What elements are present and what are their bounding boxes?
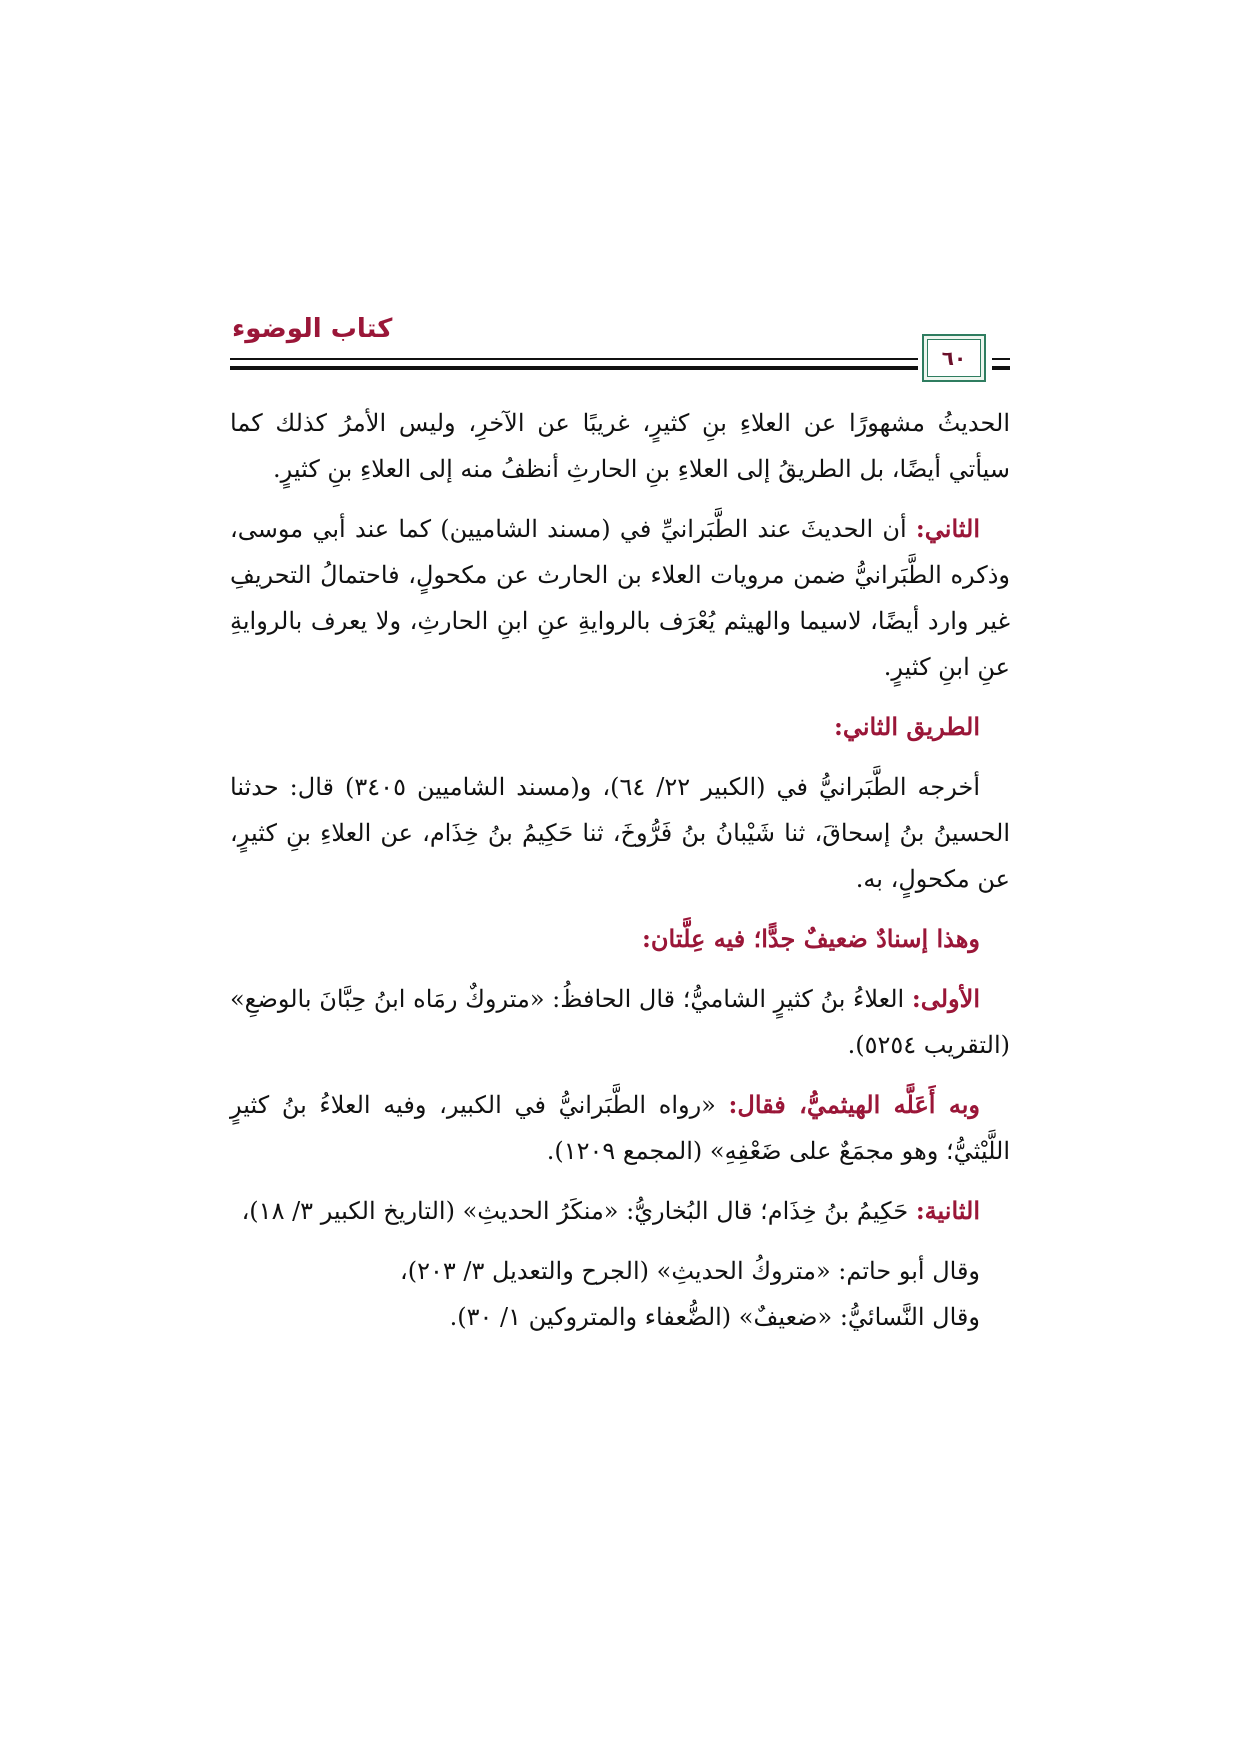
- heading-weak-chain: وهذا إسنادٌ ضعيفٌ جدًّا؛ فيه عِلَّتان:: [642, 924, 980, 953]
- header-rule-thick: [230, 366, 918, 370]
- paragraph-haythami-text: «رواه الطَّبَرانيُّ في الكبير، وفيه العلاءُ بنُ كثيرٍ اللَّيْثيُّ؛ وهو مجمَعٌ على ضَعْفِهِ» (المجمع ١٢٠٩).: [230, 1091, 1010, 1165]
- paragraph-second-defect-text: حَكِيمُ بنُ خِذَام؛ قال البُخاريُّ: «منكَرُ الحديثِ» (التاريخ الكبير ٣/ ١٨)،: [241, 1197, 916, 1225]
- page-body: [230, 400, 1010, 1340]
- paragraph-abu-hatim: وقال أبو حاتم: «متروكُ الحديثِ» (الجرح والتعديل ٣/ ٢٠٣)،: [399, 1257, 980, 1285]
- paragraph-nasai: وقال النَّسائيُّ: «ضعيفٌ» (الضُّعفاء والمتروكين ١/ ٣٠).: [449, 1303, 980, 1331]
- term-second-defect: الثانية:: [915, 1196, 980, 1225]
- header-rule-thick-right: [992, 366, 1010, 370]
- paragraph-second-defect: [230, 1188, 1010, 1234]
- page-header: [230, 312, 1010, 382]
- paragraph-haythami: [230, 1082, 1010, 1174]
- term-haythami: وبه أَعَلَّه الهيثميُّ، فقال:: [728, 1090, 980, 1119]
- heading-second-path: الطريق الثاني:: [833, 712, 980, 741]
- page-number-badge: [922, 334, 986, 382]
- header-rule-thin: [230, 358, 918, 360]
- paragraph-takhrij: أخرجه الطَّبَرانيُّ في (الكبير ٢٢/ ٦٤)، و(مسند الشاميين ٣٤٠٥) قال: حدثنا الحسينُ بنُ إسحاقَ، ثنا شَيْبانُ بنُ فَرُّوخَ، ثنا حَكِيمُ بنُ خِذَام، عن العلاءِ بنِ كثيرٍ، عن مكحولٍ، به.: [230, 773, 1010, 893]
- book-title: كتاب الوضوء: [232, 314, 393, 344]
- page-number: ٦٠: [927, 339, 981, 377]
- paragraph-second-point: [230, 506, 1010, 690]
- term-second: الثاني:: [915, 514, 980, 543]
- paragraph-second-text: أن الحديثَ عند الطَّبَرانيِّ في (مسند الشاميين) كما عند أبي موسى، وذكره الطَّبَرانيُّ ضمن مرويات العلاء بن الحارث عن مكحولٍ، فاحتمالُ التحريفِ غير وارد أيضًا، لاسيما والهيثم يُعْرَف بالروايةِ عنِ ابنِ الحارثِ، ولا يعرف بالروايةِ عنِ ابنِ كثيرٍ.: [230, 515, 1010, 681]
- header-rule-thin-right: [992, 358, 1010, 360]
- paragraph-continuation: الحديثُ مشهورًا عن العلاءِ بنِ كثيرٍ، غريبًا عن الآخرِ، وليس الأمرُ كذلك كما سيأتي أيضًا، بل الطريقُ إلى العلاءِ بنِ الحارثِ أنظفُ منه إلى العلاءِ بنِ كثيرٍ.: [230, 409, 1010, 483]
- term-first: الأولى:: [911, 984, 980, 1013]
- paragraph-first-defect-text: العلاءُ بنُ كثيرٍ الشاميُّ؛ قال الحافظُ: «متروكٌ رمَاه ابنُ حِبَّانَ بالوضعِ» (التقريب ٥٢٥٤).: [230, 985, 1010, 1059]
- paragraph-first-defect: [230, 976, 1010, 1068]
